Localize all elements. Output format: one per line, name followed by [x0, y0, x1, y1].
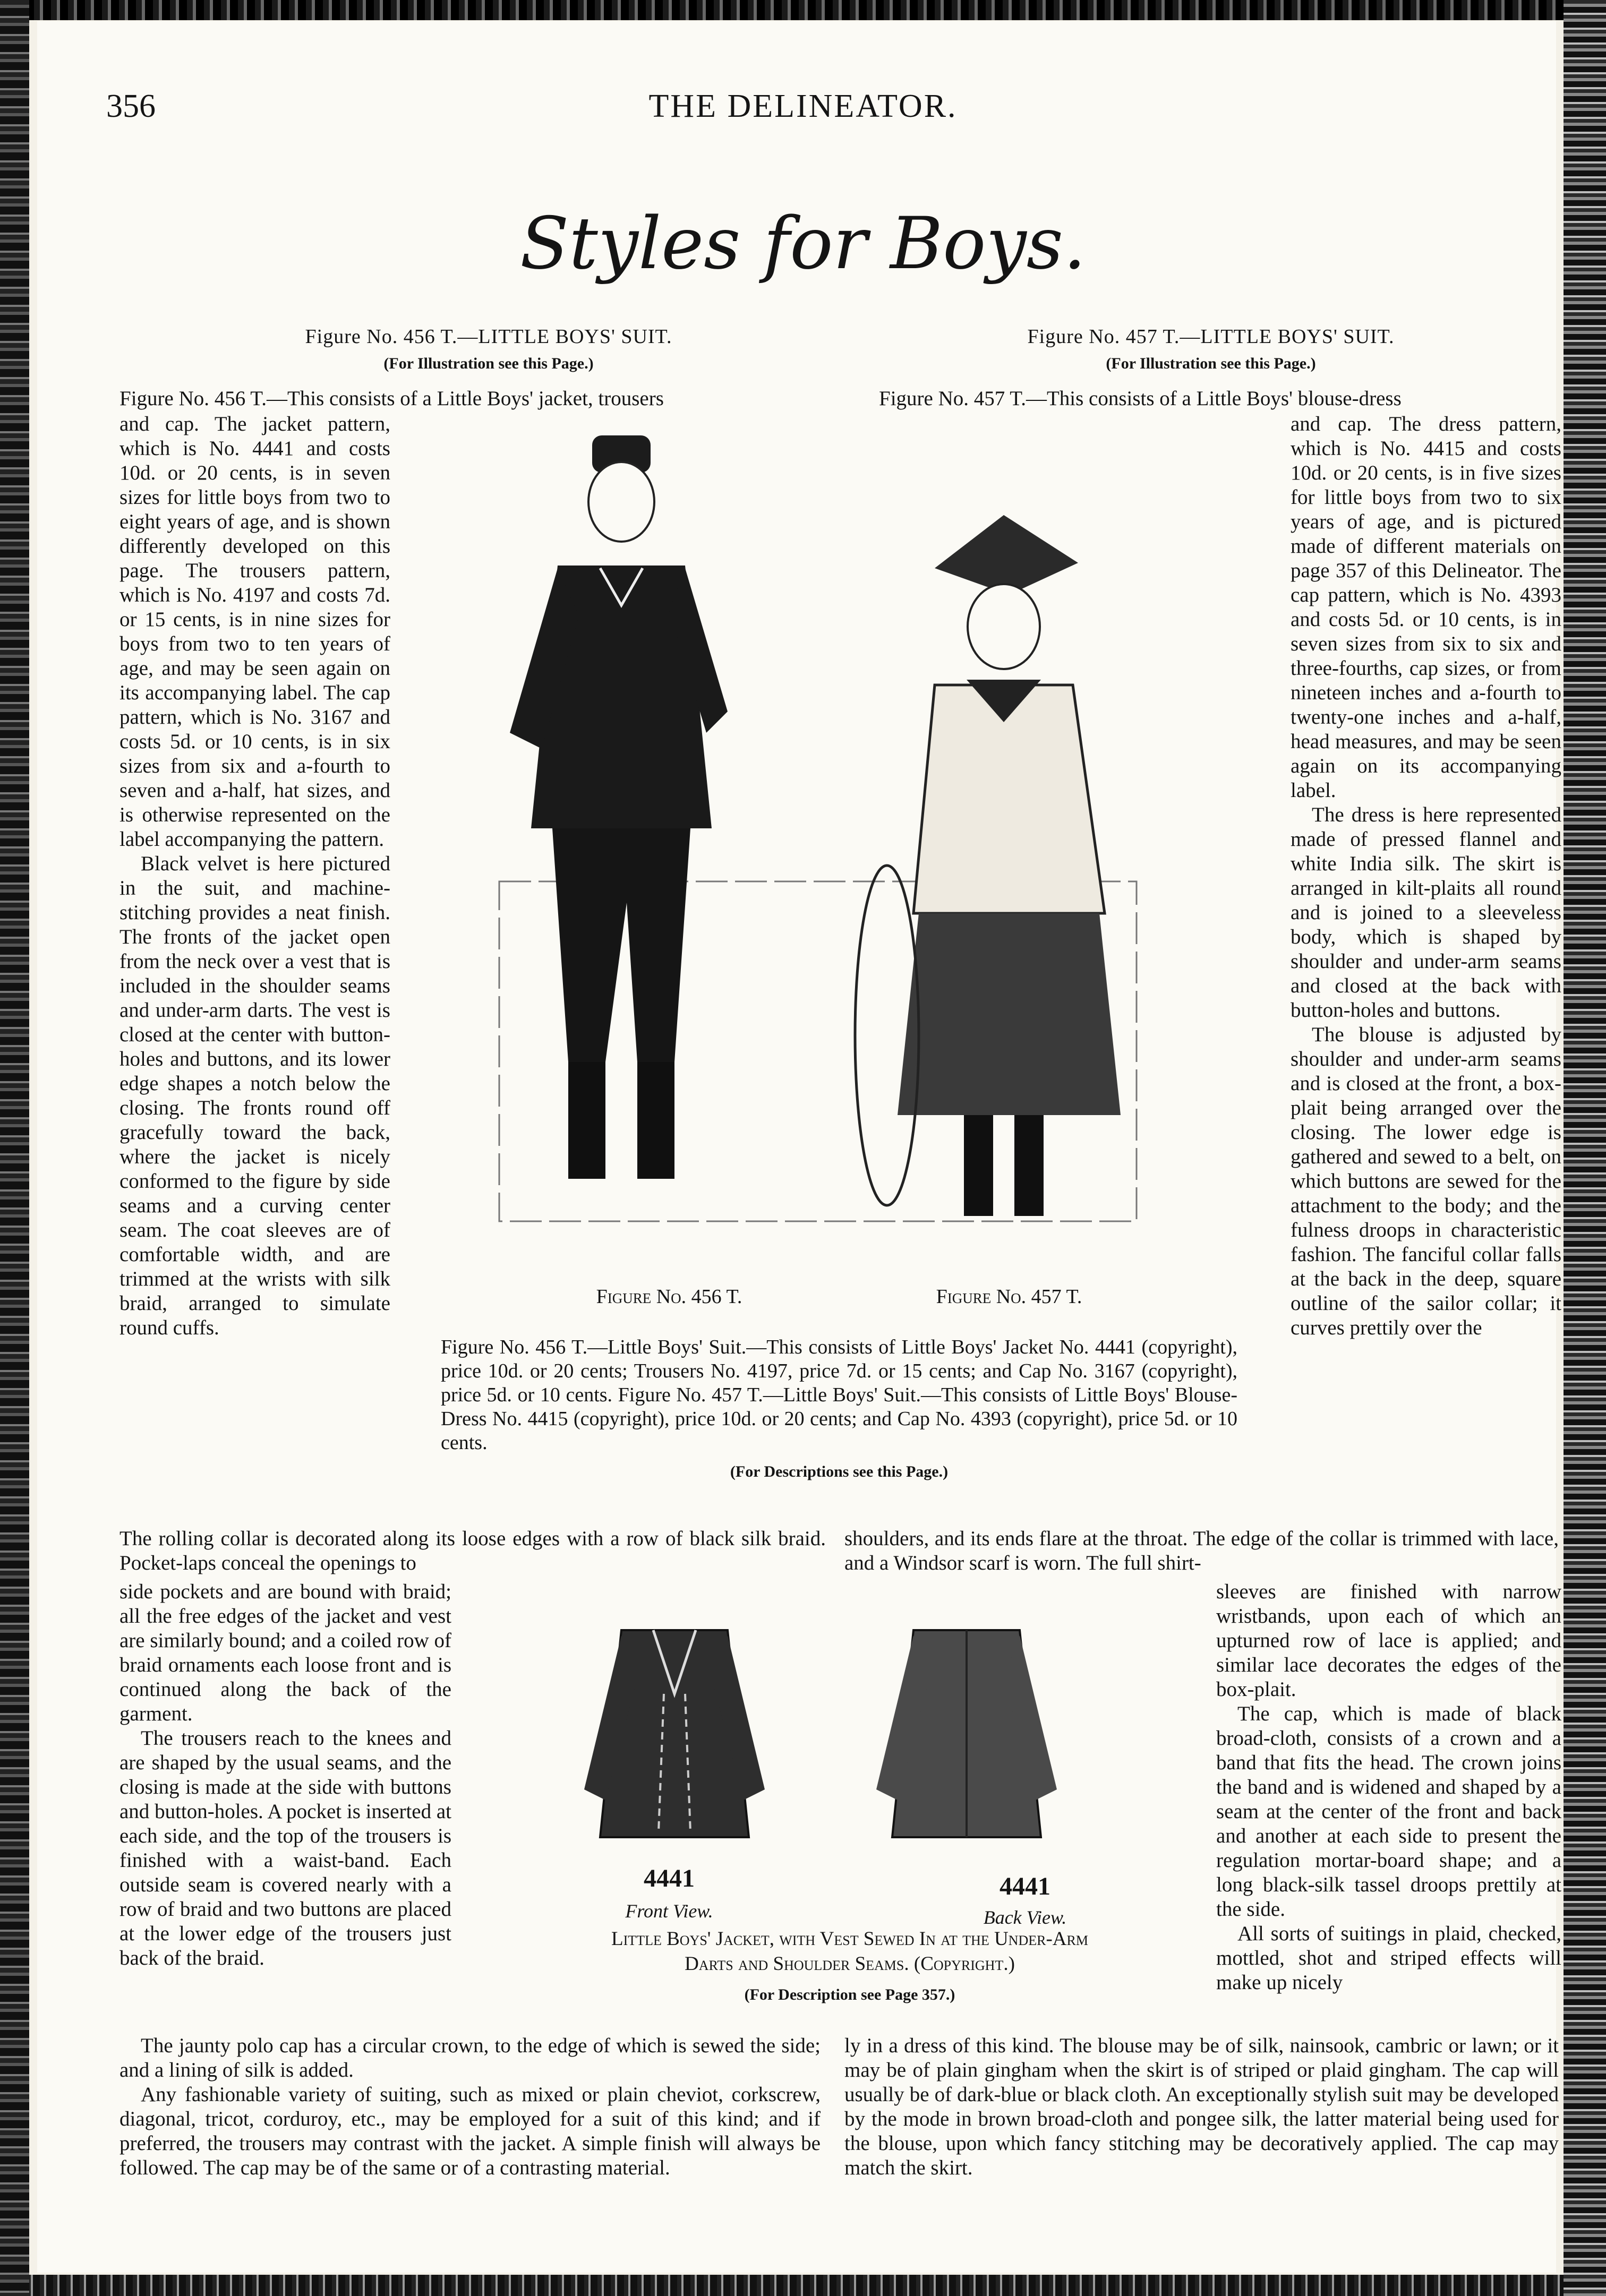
right-column-lower — [1216, 1580, 1561, 1995]
figure-456-paragraph-5: The jaunty polo cap has a circular crown, to the edge of which is sewed the side; and a lining of silk is added. — [119, 2034, 821, 2081]
jacket-caption-line-2: Darts and Shoulder Seams. (Copyright.) — [685, 1953, 1015, 1975]
figure-456-heading: Figure No. 456 T.—LITTLE BOYS' SUIT. — [305, 325, 672, 348]
running-head: THE DELINEATOR. — [648, 88, 958, 124]
main-illustration-caption: Figure No. 456 T.—Little Boys' Suit.—This consists of Little Boys' Jacket No. 4441 (copyright), price 10d. or 20 cents; Trousers No. 4197, price 7d. or 15 cents; and Cap No. 3167 (copyright), price 5d. or 10 cents. Figure No. 457 T.—Little Boys' Suit.—This consists of Little Boys' Blouse-Dress No. 4415 (copyright), price 10d. or 20 cents; and Cap No. 4393 (copyright), price 5d. or 10 cents. — [441, 1336, 1237, 1454]
jacket-front-view — [584, 1630, 765, 1837]
figure-457-paragraph-6: All sorts of suitings in plaid, checked, mottled, shot and striped effects will make up nicely — [1216, 1922, 1561, 1994]
jacket-caption-line-1: Little Boys' Jacket, with Vest Sewed In at the Under-Arm — [611, 1928, 1088, 1950]
figure-457-subheading: (For Illustration see this Page.) — [1106, 355, 1316, 372]
figure-456-paragraph-4: The trousers reach to the knees and are shaped by the usual seams, and the closing is made at the side with buttons and button-holes. A pocket is inserted at each side, and the top of the trousers is finished with a waist-band. Each outside seam is covered nearly with a row of braid and two buttons are placed at the lower edge of the trousers just back of the braid. — [119, 1727, 451, 1969]
jacket-back-label: Back View. — [983, 1907, 1067, 1928]
figure-457-paragraph-5: The cap, which is made of black broad-cloth, consists of a crown and a band that fits the head. The crown joins the band and is widened and shaped by a seam at the center of the front and back and another at each side to present the regulation mortar-board shape; and a long black-silk tassel droops prettily at the side. — [1216, 1702, 1561, 1921]
page-title: Styles for Boys. — [520, 202, 1086, 285]
figure-456-subheading: (For Illustration see this Page.) — [383, 355, 594, 372]
figure-457-paragraph-4: sleeves are finished with narrow wristbands, upon each of which an upturned row of lace is applied; and similar lace decorates the edges of the box-plait. — [1216, 1580, 1561, 1701]
figure-illustration-boys — [478, 435, 1168, 1274]
jacket-illustration — [574, 1614, 1094, 1869]
main-illustration-note: (For Descriptions see this Page.) — [730, 1463, 949, 1480]
figure-456-label: Figure No. 456 T. — [596, 1286, 742, 1308]
scan-border-bottom — [0, 2275, 1606, 2296]
jacket-front-number: 4441 — [644, 1864, 695, 1892]
figure-456-paragraph-1: and cap. The jacket pattern, which is No. 4441 and costs 10d. or 20 cents, is in seven sizes for little boys from two to eight years of age, and is shown differently developed on this page. The trousers pattern, which is No. 4197 and costs 7d. or 15 cents, is in nine sizes for boys from two to ten years of age, and may be seen again on its accompanying label. The cap pattern, which is No. 3167 and costs 5d. or 10 cents, is in six sizes from six and a-fourth to seven and a-half, hat sizes, and is otherwise represented on the label accompanying the pattern. — [119, 413, 390, 851]
jacket-caption-note: (For Description see Page 357.) — [744, 1986, 955, 2003]
figure-456-paragraph-6: Any fashionable variety of suiting, such as mixed or plain cheviot, corkscrew, diagonal, tricot, corduroy, etc., may be employed for a suit of this kind; and if preferred, the trousers may contrast with the jacket. A simple finish will always be followed. The cap may be of the same or of a contrasting material. — [119, 2083, 821, 2179]
figure-457-wide-line: shoulders, and its ends flare at the throat. The edge of the collar is trimmed with lace, and a Windsor scarf is worn. The full shirt- — [844, 1527, 1559, 1574]
figure-457-heading: Figure No. 457 T.—LITTLE BOYS' SUIT. — [1027, 325, 1395, 348]
boy-in-blouse-dress-figure — [855, 515, 1121, 1216]
left-column-lower — [119, 1580, 451, 1971]
figure-457-paragraph-3: The blouse is adjusted by shoulder and under-arm seams and is closed at the front, a box-plait being arranged over the closing. The lower edge is gathered and sewed to a belt, on which buttons are sewed for the attachment to the body; and the fulness droops in characteristic fashion. The fanciful collar falls at the back in the deep, square outline of the sailor collar; it curves prettily over the — [1291, 1023, 1561, 1339]
figure-456-paragraph-3: side pockets and are bound with braid; all the free edges of the jacket and vest are similarly bound; and a coiled row of braid ornaments each loose front and is continued along the back of the garment. — [119, 1580, 451, 1725]
figure-456-wide-line: The rolling collar is decorated along its loose edges with a row of black silk braid. Pocket-laps conceal the openings to — [119, 1527, 826, 1574]
left-column-upper — [119, 412, 390, 1340]
figure-457-lead: Figure No. 457 T.—This consists of a Little Boys' blouse-dress — [879, 387, 1402, 410]
right-column-upper — [1291, 412, 1561, 1340]
figure-456-lead: Figure No. 456 T.—This consists of a Little Boys' jacket, trousers — [119, 387, 664, 410]
jacket-front-label: Front View. — [625, 1900, 713, 1922]
bottom-right-column — [844, 2034, 1559, 2180]
scan-border-left — [0, 0, 29, 2296]
figure-457-paragraph-7: ly in a dress of this kind. The blouse may be of silk, nainsook, cambric or lawn; or it may be of plain gingham when the skirt is of striped or plaid gingham. The cap will usually be of dark-blue or black cloth. An exceptionally stylish suit may be developed by the mode in brown broad-cloth and pongee silk, the latter material being used for the blouse, upon which fancy stitching may be decoratively applied. The cap may match the skirt. — [844, 2034, 1559, 2179]
scan-border-right — [1564, 0, 1606, 2296]
jacket-back-view — [876, 1630, 1057, 1837]
figure-457-label: Figure No. 457 T. — [936, 1286, 1082, 1308]
scan-border-top — [0, 0, 1606, 20]
bottom-left-column — [119, 2034, 821, 2180]
figure-456-paragraph-2: Black velvet is here pictured in the suit, and machine-stitching provides a neat finish. The fronts of the jacket open from the neck over a vest that is included in the shoulder seams and under-arm darts. The vest is closed at the center with button-holes and buttons, and its lower edge shapes a notch below the closing. The fronts round off gracefully toward the back, where the jacket is nicely conformed to the figure by side seams and a curving center seam. The coat sleeves are of comfortable width, and are trimmed at the wrists with silk braid, arranged to simulate round cuffs. — [119, 852, 390, 1339]
figure-457-paragraph-2: The dress is here represented made of pressed flannel and white India silk. The skirt is arranged in kilt-plaits all round and is joined to a sleeveless body, which is shaped by shoulder and under-arm seams and closed at the back with button-holes and buttons. — [1291, 803, 1561, 1022]
boy-in-jacket-figure — [510, 435, 728, 1179]
jacket-back-number: 4441 — [1000, 1872, 1050, 1900]
figure-457-paragraph-1: and cap. The dress pattern, which is No. 4415 and costs 10d. or 20 cents, is in five sizes for little boys from two to six years of age, and is pictured made of different materials on page 357 of this Delineator. The cap pattern, which is No. 4393 and costs 5d. or 10 cents, is in seven sizes from six to six and three-fourths, cap sizes, or from nineteen inches and a-fourth to twenty-one inches and a-half, head measures, and may be seen again on its accompanying label. — [1291, 413, 1561, 802]
page-number: 356 — [106, 88, 156, 124]
